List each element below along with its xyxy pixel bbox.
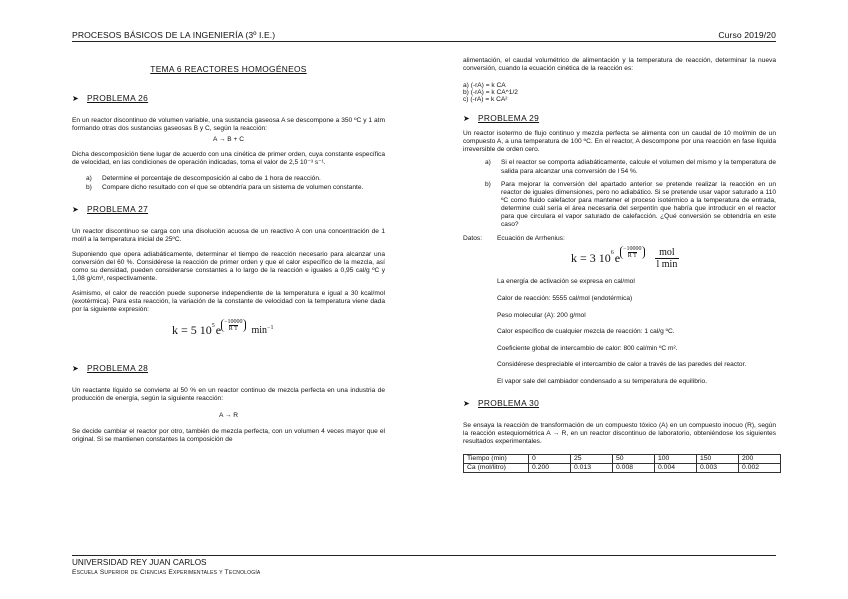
list-item: c) (-rA) = k CA² [463,96,508,104]
list-item: b) Compare dicho resultado con el que se obtendría para un sistema de volumen constante. [86,183,364,191]
data-line: Calor de reacción: 5555 cal/mol (endotérmica) [497,294,633,302]
data-line: Coeficiente global de intercambio de calor: 800 cal/min ºC m². [497,344,678,352]
problem-28-text2: Se decide cambiar el reactor por otro, también de mezcla perfecta, con un volumen 4 veces mayor que el original. Si se mantienen constantes la composición de [72,427,385,443]
problem-29-data-lines [463,278,776,386]
problem-26-heading: ➤ PROBLEMA 26 [72,93,149,103]
problem-28-text-continued: alimentación, el caudal volumétrico de alimentación y la temperatura de reacción, determinar la nueva conversión, cuando la ecuación cinética de la reacción es: [463,57,776,73]
left-column [72,52,385,444]
table-cell: Tiempo (min) [464,455,529,464]
list-item: a) Si el reactor se comporta adiabáticamente, calcule el volumen del mismo y la temperatura de salida para alcanzar una conversión de l 54 %. [485,159,776,175]
data-line: Calor específico de cualquier mezcla de reacción: 1 cal/g ºC. [497,328,675,336]
problem-29-heading: ➤ PROBLEMA 29 [463,113,540,124]
kinetics-list [463,82,776,103]
arrow-right-icon: ➤ [463,114,471,124]
list-item: a) Determine el porcentaje de descomposición al cabo de 1 hora de reacción. [86,175,321,183]
problem-28-text1: Un reactante líquido se convierte al 50 % en un reactor continuo de mezcla perfecta en una industria de producción de energía, según la siguiente reacción: [72,386,385,402]
problem-27-text2: Suponiendo que opera adiabáticamente, determinar el tiempo de reacción necesario para alcanzar una conversión del 60 %. Considérese la reacción de primer orden y que el calor específico de la mezcla, así como su densidad, pueden considerarse constantes a lo largo de la reacción e iguales a 0,95 cal/g ºC y 1,08 g/cm³, respectivamente. [72,250,385,283]
table-cell: 50 [613,455,655,464]
problem-26-items [72,175,385,191]
table-cell: 0.003 [697,464,739,473]
table-row [464,455,781,464]
data-line: La energía de activación se expresa en cal/mol [497,278,635,286]
table-cell: 0.004 [655,464,697,473]
data-line: Peso molecular (A): 200 g/mol [497,311,586,319]
problem-29-formula: k = 3 10 $^6$ e −10000 R T mol l min [571,245,678,270]
problem-28-reaction: A → R [218,411,239,419]
arrow-right-icon: ➤ [72,94,80,103]
arrow-right-icon: ➤ [72,363,80,373]
table-cell: Ca (mol/litro) [464,464,529,473]
problem-29-items [463,159,776,229]
list-item: a) (-rA) = k CA [463,82,506,90]
problem-26-text2: Dicha descomposición tiene lugar de acuerdo con una cinética de primer orden, cuya constante específica de velocidad, en las condiciones de operación indicadas, toma el valor de 2,5 10⁻³ s⁻¹. [72,151,385,167]
results-table [463,454,781,473]
problem-30-heading: ➤ PROBLEMA 30 [463,397,540,408]
problem-26-reaction: A → B + C [213,136,244,144]
header-rule [72,41,776,42]
footer-rule [72,555,776,556]
table-cell: 0.200 [529,464,571,473]
problem-29-text1: Un reactor isotermo de flujo continuo y mezcla perfecta se alimenta con un caudal de 10 mol/min de un compuesto A, a una temperatura de 100 ºC. En el reactor, A descompone por una reacción en fase líquida irreversible de orden cero. [463,130,776,154]
footer-university: UNIVERSIDAD REY JUAN CARLOS [72,558,207,567]
table-cell: 100 [655,455,697,464]
problem-28-heading: ➤ PROBLEMA 28 [72,362,149,373]
table-cell: 150 [697,455,739,464]
right-column [463,57,776,473]
table-cell: 200 [739,455,781,464]
table-cell: 0 [529,455,571,464]
table-row [464,464,781,473]
table-cell: 25 [571,455,613,464]
problem-27-text3: Asimismo, el calor de reacción puede suponerse independiente de la temperatura e igual a 30 kcal/mol (exotérmica). Para esta reacción, la variación de la constante de velocidad con la temperatura viene dada por la siguiente expresión: [72,290,385,314]
data-line: Considérese despreciable el intercambio de calor a través de las paredes del reactor. [497,361,747,369]
arrow-right-icon: ➤ [72,204,80,214]
header-left: PROCESOS BÁSICOS DE LA INGENIERÍA (3º I.E.) [72,30,276,40]
problem-26-text1: En un reactor discontinuo de volumen variable, una sustancia gaseosa A se descompone a 350 ºC y 1 atm formando otras dos sustancias gaseosas B y C, según la reacción: [72,117,385,133]
problem-30-text1: Se ensaya la reacción de transformación de un compuesto tóxico (A) en un compuesto inocuo (R), según la reacción estequiométrica A → R, en un reactor discontinuo de laboratorio, obteniéndose los siguientes resultados experimentales. [463,421,776,446]
list-item: b) Para mejorar la conversión del apartado anterior se pretende realizar la reacción en un reactor de iguales dimensiones, pero no adiabático. Si se pretende usar vapor saturado a 110 ºC como fluido calefactor para mantener el proceso isotérmico a la temperatura de entrada, determine cuál sería el área necesaria del serpentín que habría que introducir en el reactor para que circulara el vapor saturado de calefacción. ¿Qué conversión se obtendría en este caso? [485,180,776,229]
table-cell: 0.002 [739,464,781,473]
problem-27-heading: ➤ PROBLEMA 27 [72,203,149,214]
problem-27-formula: k = 5 10 $^5$ e −10000 R T min $^{-1}$ [172,319,274,337]
header-right: Curso 2019/20 [718,30,776,40]
list-item: b) (-rA) = k CA^1/2 [463,89,518,97]
problem-29-datos: Datos: Ecuación de Arrhenius: [463,235,565,243]
table-cell: 0.008 [613,464,655,473]
page-title: TEMA 6 REACTORES HOMOGÉNEOS [150,64,307,74]
arrow-right-icon: ➤ [463,398,471,408]
data-line: El vapor sale del cambiador condensado a su temperatura de equilibrio. [497,377,708,385]
problem-27-text1: Un reactor discontinuo se carga con una disolución acuosa de un reactivo A con una concentración de 1 mol/l a la temperatura inicial de 25ºC. [72,227,385,243]
footer-school: Escuela Superior de Ciencias Experimentales y Tecnología [72,569,261,576]
table-cell: 0.013 [571,464,613,473]
